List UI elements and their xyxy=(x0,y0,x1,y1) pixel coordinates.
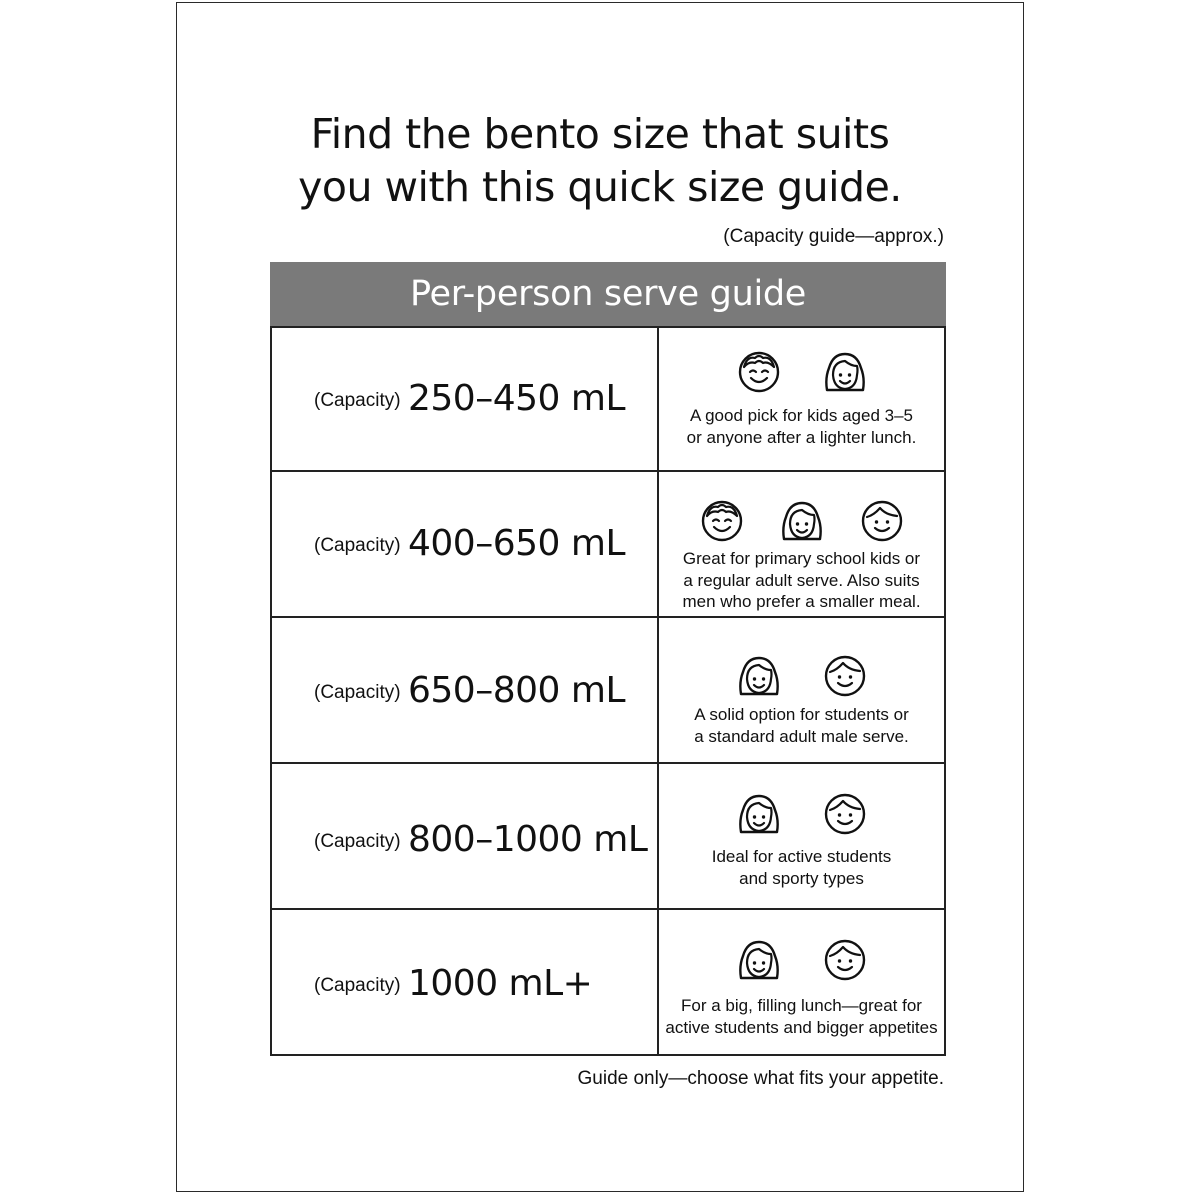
girl-face-icon xyxy=(735,652,783,700)
capacity-value: 1000 mL+ xyxy=(408,963,593,1004)
boy-face-icon xyxy=(698,497,746,545)
man-face-icon xyxy=(821,936,869,984)
description-cell xyxy=(659,910,944,1054)
table-row xyxy=(272,470,944,616)
capacity-value: 650–800 mL xyxy=(408,670,625,711)
capacity-label: (Capacity) xyxy=(314,975,401,996)
description-line: or anyone after a lighter lunch. xyxy=(686,427,917,447)
capacity-cell xyxy=(272,764,659,908)
table-row xyxy=(272,616,944,762)
description-text xyxy=(659,704,944,747)
capacity-cell xyxy=(272,618,659,762)
capacity-label: (Capacity) xyxy=(314,831,401,852)
description-line: Great for primary school kids or xyxy=(682,549,921,568)
face-icons xyxy=(659,936,944,984)
capacity-value: 400–650 mL xyxy=(408,523,625,564)
face-icons xyxy=(659,652,944,700)
description-line: active students and bigger appetites xyxy=(665,1017,938,1037)
capacity-label: (Capacity) xyxy=(314,682,401,703)
face-icons xyxy=(659,790,944,838)
footnote: Guide only—choose what fits your appetite. xyxy=(577,1068,944,1089)
capacity-label: (Capacity) xyxy=(314,390,401,411)
man-face-icon xyxy=(821,652,869,700)
description-text xyxy=(659,405,944,448)
table-row xyxy=(272,326,944,472)
description-cell xyxy=(659,472,944,616)
boy-face-icon xyxy=(735,348,783,396)
description-line: a regular adult serve. Also suits xyxy=(683,570,920,590)
table-row xyxy=(272,762,944,908)
table-header: Per-person serve guide xyxy=(270,262,946,326)
girl-face-icon xyxy=(821,348,869,396)
face-icons xyxy=(659,348,944,396)
description-text xyxy=(659,846,944,889)
title-line-1: Find the bento size that suits xyxy=(310,110,890,158)
size-guide-table xyxy=(270,326,946,1056)
description-line: Ideal for active students xyxy=(711,847,892,866)
capacity-label: (Capacity) xyxy=(314,535,401,556)
man-face-icon xyxy=(858,497,906,545)
description-text xyxy=(659,995,944,1038)
face-icons xyxy=(659,497,944,545)
girl-face-icon xyxy=(735,936,783,984)
description-cell xyxy=(659,764,944,908)
man-face-icon xyxy=(821,790,869,838)
capacity-cell xyxy=(272,472,659,616)
description-line: A solid option for students or xyxy=(694,705,909,724)
page-title xyxy=(0,108,1200,214)
table-row xyxy=(272,908,944,1054)
girl-face-icon xyxy=(778,497,826,545)
description-line: a standard adult male serve. xyxy=(694,726,909,746)
girl-face-icon xyxy=(735,790,783,838)
description-text xyxy=(659,548,944,613)
description-line: and sporty types xyxy=(739,868,864,888)
capacity-cell xyxy=(272,910,659,1054)
description-cell xyxy=(659,328,944,472)
capacity-value: 250–450 mL xyxy=(408,378,625,419)
description-line: men who prefer a smaller meal. xyxy=(682,592,921,611)
capacity-value: 800–1000 mL xyxy=(408,819,648,860)
title-line-2: you with this quick size guide. xyxy=(298,163,902,211)
description-line: For a big, filling lunch—great for xyxy=(681,996,922,1015)
description-cell xyxy=(659,618,944,762)
description-line: A good pick for kids aged 3–5 xyxy=(689,406,914,425)
capacity-guide-note: (Capacity guide—approx.) xyxy=(723,226,944,247)
capacity-cell xyxy=(272,328,659,472)
